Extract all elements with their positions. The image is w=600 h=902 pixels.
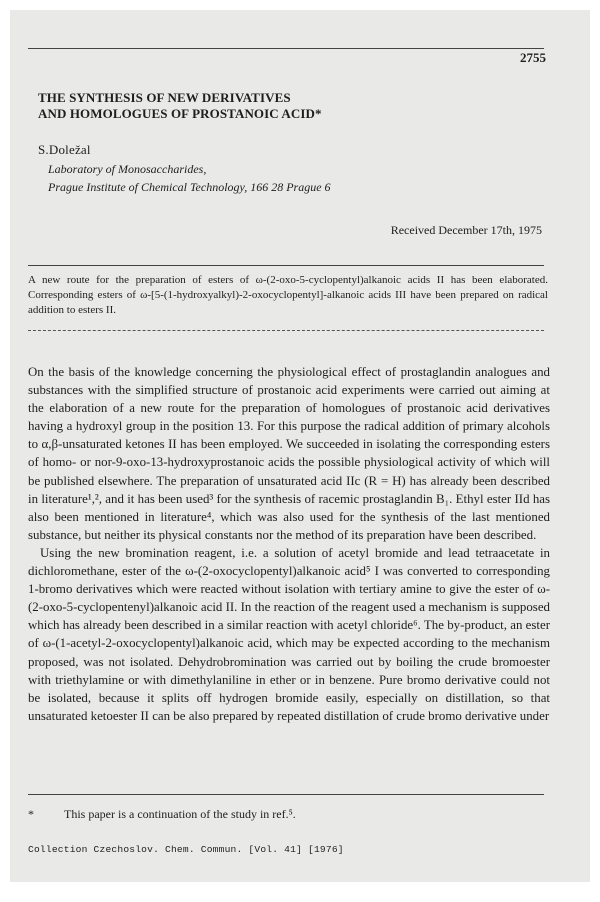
abstract-top-rule (28, 265, 544, 266)
article-title (38, 90, 538, 122)
footnote-text: This paper is a continuation of the study in ref.⁵. (64, 807, 296, 821)
abstract-bottom-rule (28, 330, 544, 331)
affiliation (48, 160, 331, 196)
body-text (28, 363, 550, 725)
title-line-1: THE SYNTHESIS OF NEW DERIVATIVES (38, 90, 291, 105)
journal-citation: Collection Czechoslov. Chem. Commun. [Vol. 41] [1976] (28, 844, 344, 855)
body-paragraph-1: On the basis of the knowledge concerning the physiological effect of prostaglandin analogues and substances with the simplified structure of prostanoic acid experiments were carried out aiming at the elaboration of a new route for the preparation of homologues of prostanoic acid derivatives having a hydroxyl group in the position 13. For this purpose the radical addition of primary alcohols to α,β-unsaturated ketones II has been employed. We succeeded in isolating the corresponding esters of homo- or nor-9-oxo-13-hydroxyprostanoic acids the possible physiological activity of which will be published elsewhere. The preparation of unsaturated acid IIc (R = H) has already been described in literature¹,², and it has been used³ for the synthesis of racemic prostaglandin B₁. Ethyl ester IId has also been mentioned in literature⁴, which was also used for the synthesis of the last mentioned substance, but neither its physical constants nor the method of its preparation have been described. (28, 365, 550, 542)
title-line-2: AND HOMOLOGUES OF PROSTANOIC ACID* (38, 106, 322, 121)
author-name: S.Doležal (38, 142, 91, 157)
page-number: 2755 (520, 50, 546, 65)
paper-page (10, 10, 590, 882)
header-rule (28, 48, 544, 49)
affiliation-line-1: Laboratory of Monosaccharides, (48, 162, 207, 176)
body-paragraph-2: Using the new bromination reagent, i.e. a solution of acetyl bromide and lead tetraacetate in dichloromethane, ester of the ω-(2-oxocyclopentyl)alkanoic acid⁵ I was converted to corresponding 1-bromo derivatives which were reacted without isolation with tertiary amine to give the ester of ω-(2-oxo-5-cyclopentenyl)alkanoic acid II. In the reaction of the reagent used a mechanism is supposed which has already been described in a similar reaction with acetyl chloride⁶. The by-product, an ester of ω-(1-acetyl-2-oxocyclopentyl)alkanoic acid, which may be expected according to the mechanism proposed, was not isolated. Dehydrobromination was carried out by boiling the crude bromoester with triethylamine or with dimethylaniline in ether or in benzene. Pure bromo derivative could not be isolated, because it splits off hydrogen bromide easily, especially on distillation, so that unsaturated ketoester II can be also prepared by repeated distillation of crude bromo derivative under (28, 545, 550, 723)
affiliation-line-2: Prague Institute of Chemical Technology, 166 28 Prague 6 (48, 180, 331, 194)
abstract: A new route for the preparation of esters of ω-(2-oxo-5-cyclopentyl)alkanoic acids II has been elaborated. Corresponding esters of ω-[5-(1-hydroxyalkyl)-2-oxocyclopentyl]-alkanoic acids III have been prepared on radical addition to esters II. (28, 274, 548, 316)
received-date: Received December 17th, 1975 (390, 223, 542, 237)
footnote (28, 807, 544, 822)
footnote-mark: * (28, 807, 34, 821)
footnote-rule (28, 794, 544, 795)
